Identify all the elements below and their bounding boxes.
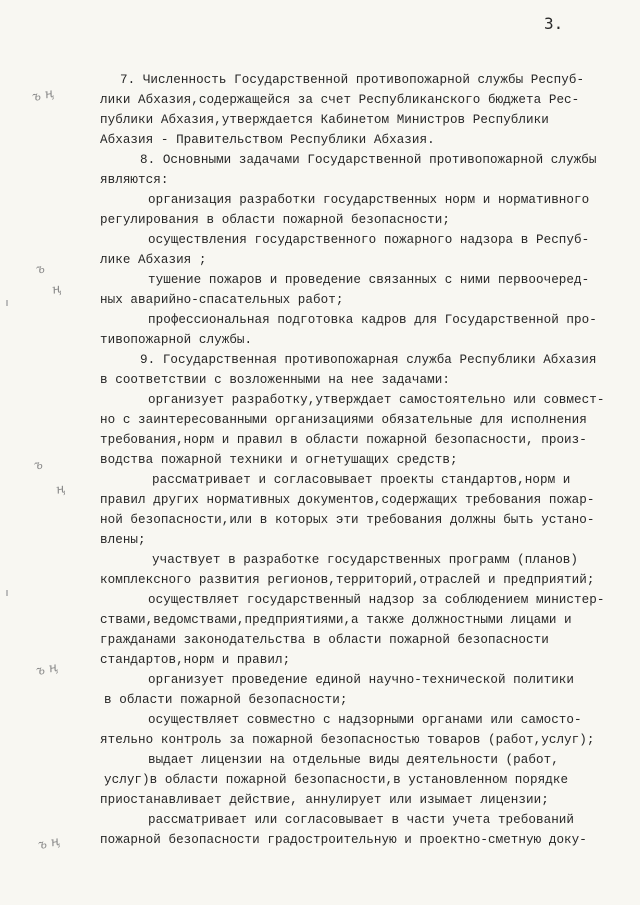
text-line: ятельно контроль за пожарной безопасностью товаров (работ,услуг); <box>100 733 595 747</box>
text-line: но с заинтересованными организациями обязательные для исполнения <box>100 413 587 427</box>
text-line: комплексного развития регионов,территорий,отраслей и предприятий; <box>100 573 595 587</box>
text-line: приостанавливает действие, аннулирует или изымает лицензии; <box>100 793 549 807</box>
text-line: 9. Государственная противопожарная служба Республики Абхазия <box>140 353 597 367</box>
text-line: ных аварийно-спасательных работ; <box>100 293 344 307</box>
text-line: рассматривает или согласовывает в части учета требований <box>148 813 575 827</box>
text-line: водства пожарной техники и огнетушащих средств; <box>100 453 458 467</box>
text-line: влены; <box>100 533 146 547</box>
text-line: в области пожарной безопасности; <box>104 693 348 707</box>
text-line: организует проведение единой научно-технической политики <box>148 673 575 687</box>
text-line: пожарной безопасности градостроительную и проектно-сметную доку- <box>100 833 587 847</box>
margin-handwriting-mark: ъ <box>32 457 45 474</box>
text-line: ной безопасности,или в которых эти требования должны быть устано- <box>100 513 595 527</box>
text-line: осуществляет совместно с надзорными органами или самосто- <box>148 713 582 727</box>
text-line: 7. Численность Государственной противопожарной службы Респуб- <box>120 73 585 87</box>
text-line: лики Абхазия,содержащейся за счет Республиканского бюджета Рес- <box>100 93 580 107</box>
margin-handwriting-mark: ң <box>54 481 67 498</box>
text-line: гражданами законодательства в области пожарной безопасности <box>100 633 549 647</box>
text-line: стандартов,норм и правил; <box>100 653 291 667</box>
text-line: публики Абхазия,утверждается Кабинетом Министров Республики <box>100 113 549 127</box>
text-line: требования,норм и правил в области пожарной безопасности, произ- <box>100 433 587 447</box>
margin-handwriting-mark: ъ <box>34 261 47 278</box>
text-line: рассматривает и согласовывает проекты стандартов,норм и <box>152 473 571 487</box>
margin-handwriting-mark: ъ ң <box>30 85 56 106</box>
text-line: регулирования в области пожарной безопасности; <box>100 213 450 227</box>
text-line: организует разработку,утверждает самостоятельно или совмест- <box>148 393 605 407</box>
text-line: участвует в разработке государственных программ (планов) <box>152 553 579 567</box>
text-line: Абхазия - Правительством Республики Абхазия. <box>100 133 435 147</box>
text-line: правил других нормативных документов,содержащих требования пожар- <box>100 493 595 507</box>
text-line: в соответствии с возложенными на нее задачами: <box>100 373 450 387</box>
text-line: тивопожарной службы. <box>100 333 253 347</box>
text-line: выдает лицензии на отдельные виды деятельности (работ, <box>148 753 559 767</box>
text-line: профессиональная подготовка кадров для Государственной про- <box>148 313 597 327</box>
margin-handwriting-mark: ъ ң <box>36 833 62 854</box>
text-line: организация разработки государственных норм и нормативного <box>148 193 590 207</box>
text-line: тушение пожаров и проведение связанных с ними первоочеред- <box>148 273 590 287</box>
page-number: 3. <box>544 14 564 33</box>
text-line: лике Абхазия ; <box>100 253 207 267</box>
binding-mark <box>6 590 8 596</box>
text-line: ствами,ведомствами,предприятиями,а также должностными лицами и <box>100 613 572 627</box>
text-line: осуществления государственного пожарного надзора в Респуб- <box>148 233 590 247</box>
text-line: являются: <box>100 173 169 187</box>
binding-mark <box>6 300 8 306</box>
margin-handwriting-mark: ъ ң <box>34 659 60 680</box>
text-line: осуществляет государственный надзор за соблюдением министер- <box>148 593 605 607</box>
margin-handwriting-mark: ң <box>50 281 63 298</box>
text-line: услуг)в области пожарной безопасности,в установленном порядке <box>104 773 569 787</box>
text-line: 8. Основными задачами Государственной противопожарной службы <box>140 153 597 167</box>
